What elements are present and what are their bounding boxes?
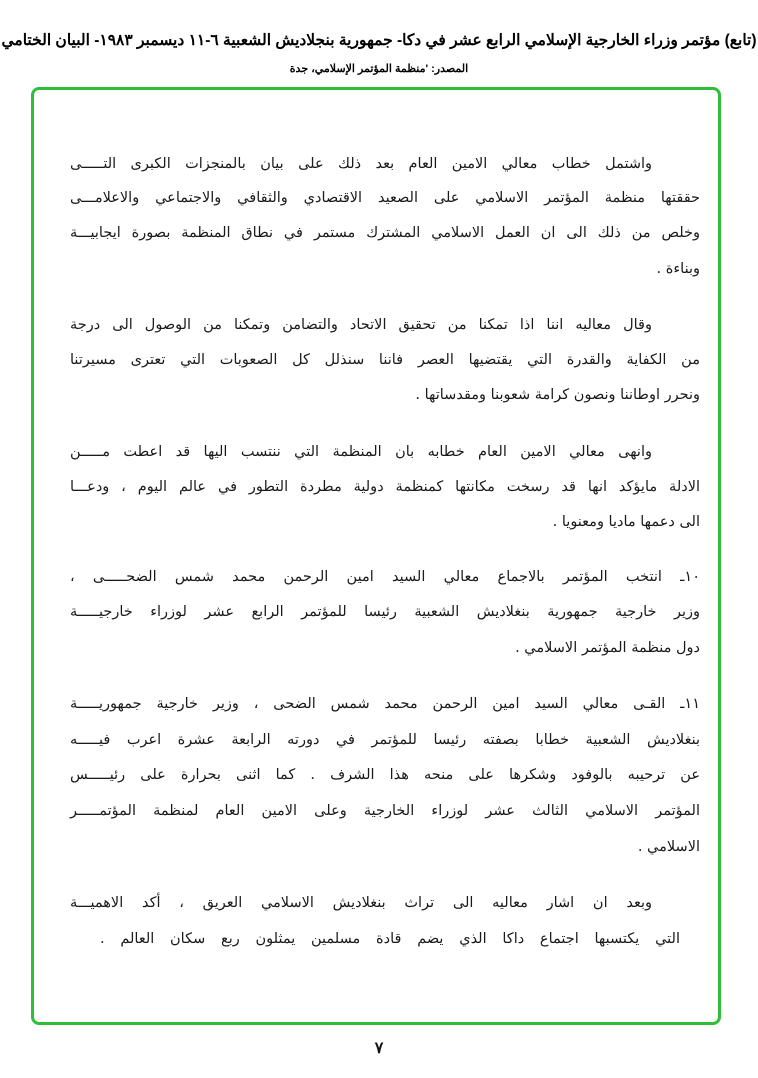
list-item-11: ١١ـ القـى معالي السيد امين الرحمن محمد شمس الضحى ، وزير خارجية جمهوريـــــة <box>70 696 700 712</box>
list-item-10: ١٠ـ انتخب المؤتمر بالاجماع معالي السيد امين الرحمن محمد شمس الضحـــــى ، <box>70 569 700 585</box>
text-line: دول منظمة المؤتمر الاسلامي . <box>515 640 700 656</box>
text-line: وخلص من ذلك الى ان العمل الاسلامي المشترك مستمر في نطاق المنظمة بصورة ايجابيـــة <box>70 225 700 241</box>
text-line: عن ترحيبه بالوفود وشكرها على منحه هذا الشرف . كما اثنى بحرارة على رئيـــــس <box>70 767 700 783</box>
text-line: الادلة مايؤكد انها قد رسخت مكانتها كمنظمة دولية مطردة التطور في عالم اليوم ، ودعـــا <box>70 479 700 495</box>
text-line: ونحرر اوطاننا ونصون كرامة شعوبنا ومقدساتها . <box>415 387 700 403</box>
document-source: المصدر: 'منظمة المؤتمر الإسلامي، جدة <box>289 63 469 75</box>
text-line: بنغلاديش الشعبية خطابا بصفته رئيسا للمؤتمر في دورته الرابعة عشرة اعرب فيـــــه <box>70 732 700 748</box>
text-line: من الكفاية والقدرة التي يقتضيها العصر فاننا سنذلل كل الصعوبات التي تعترى مسيرتنا <box>70 352 700 368</box>
text-line: وبعد ان اشار معاليه الى تراث بنغلاديش الاسلامي العريق ، أكد الاهميـــة <box>70 895 652 911</box>
text-line: المؤتمر الاسلامي الثالث عشر لوزراء الخارجية وعلى الامين العام لمنظمة المؤتمـــــر <box>70 803 700 819</box>
document-title: (تابع) مؤتمر وزراء الخارجية الإسلامي الرابع عشر في دكا- جمهورية بنجلاديش الشعبية ٦-١١ ديسمبر ١٩٨٣- البيان الختامي <box>1 32 757 49</box>
text-line: وزير خارجية جمهورية بنغلاديش الشعبية رئيسا للمؤتمر الرابع عشر لوزراء خارجيـــــة <box>70 604 700 620</box>
text-line: وقال معاليه اننا اذا تمكنا من تحقيق الاتحاد والتضامن وتمكنا من الوصول الى درجة <box>70 317 652 333</box>
text-line: التي يكتسبها اجتماع داكا الذي يضم قادة مسلمين يمثلون ربع سكان العالم . <box>100 931 680 947</box>
text-line: الى دعمها ماديا ومعنويا . <box>552 514 700 530</box>
text-line: وبناءة . <box>656 261 700 277</box>
text-line: وانهى معالي الامين العام خطابه بان المنظمة التي ننتسب اليها قد اعطت مـــــن <box>70 444 652 460</box>
text-line: الاسلامي . <box>637 839 700 855</box>
page-number: ٧ <box>374 1040 384 1057</box>
text-line: حققتها منظمة المؤتمر الاسلامي على الصعيد الاقتصادي والثقافي والاجتماعي والاعلامـــى <box>70 190 700 206</box>
text-line: واشتمل خطاب معالي الامين العام بعد ذلك على بيان بالمنجزات الكبرى التـــــى <box>70 156 652 172</box>
